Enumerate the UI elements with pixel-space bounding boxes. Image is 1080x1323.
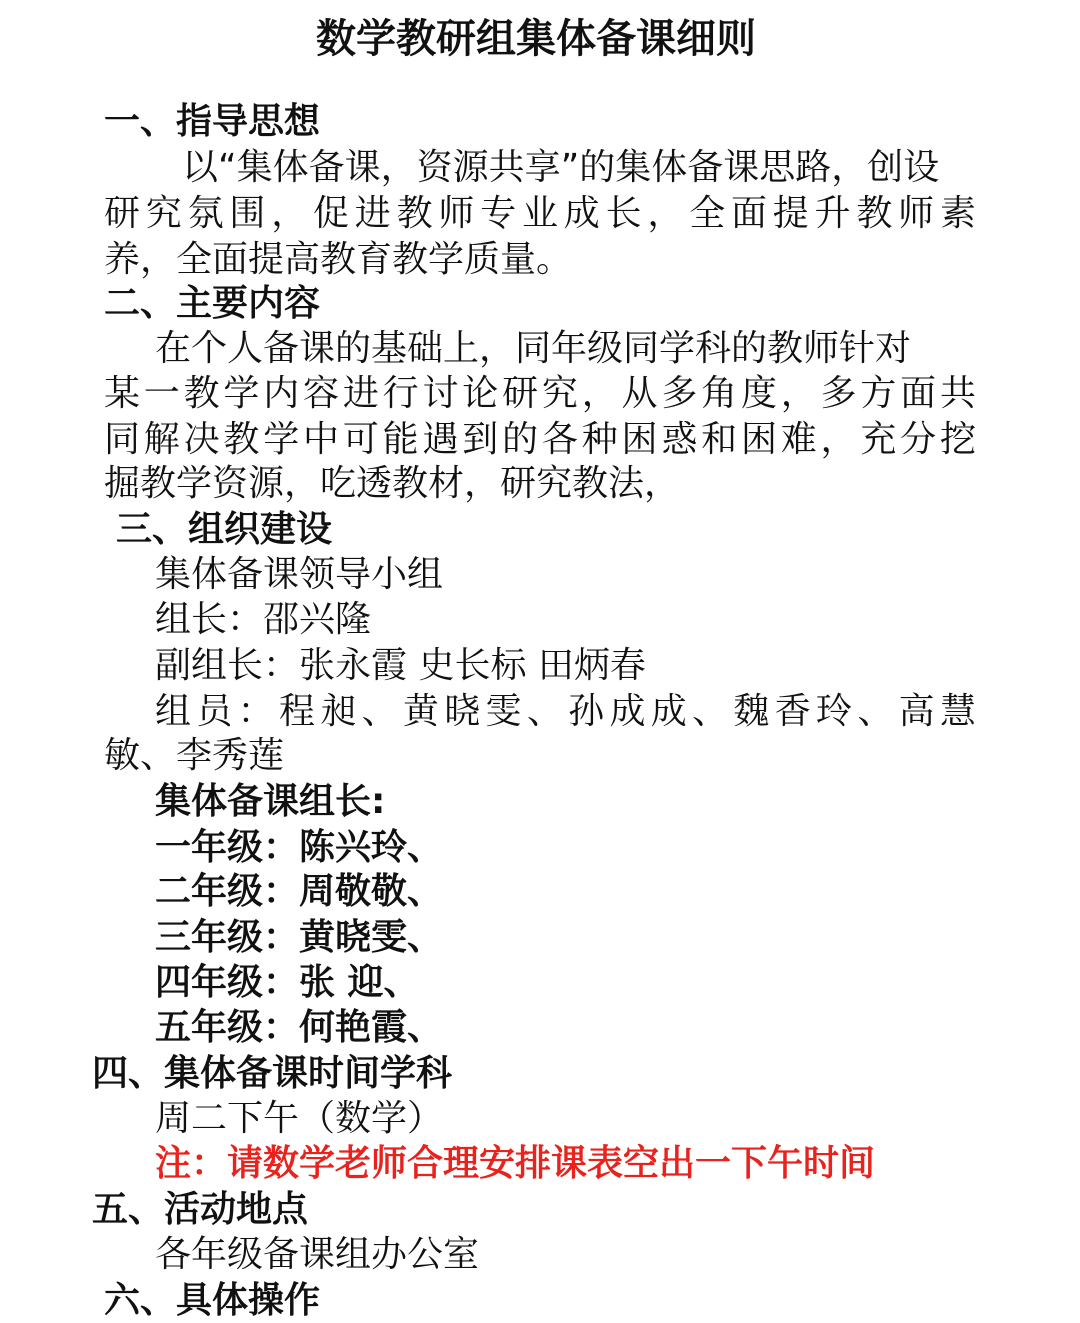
section-heading-operations: 六、具体操作 xyxy=(104,1280,321,1321)
paragraph-line: 以“集体备课，资源共享”的集体备课思路，创设 xyxy=(182,147,940,188)
paragraph-line: 掘教学资源，吃透教材，研究教法， xyxy=(104,463,681,504)
group-deputies: 副组长：张永霞 史长标 田炳春 xyxy=(155,645,646,686)
paragraph-line: 某一教学内容进行讨论研究，从多角度，多方面共 xyxy=(104,373,976,414)
section-heading-schedule: 四、集体备课时间学科 xyxy=(92,1053,453,1094)
paragraph-line: 在个人备课的基础上，同年级同学科的教师针对 xyxy=(155,328,912,369)
schedule-note: 注：请数学老师合理安排课表空出一下午时间 xyxy=(155,1143,876,1184)
section-heading-location: 五、活动地点 xyxy=(92,1189,309,1230)
group-title: 集体备课领导小组 xyxy=(155,554,444,595)
grade-leader-row: 五年级：何艳霞、 xyxy=(155,1007,444,1048)
grade-leader-row: 三年级：黄晓雯、 xyxy=(155,917,444,958)
group-members: 组员：程昶、黄晓雯、孙成成、魏香玲、高慧 xyxy=(155,691,976,732)
section-heading-guiding-ideology: 一、指导思想 xyxy=(104,101,321,142)
section-heading-main-content: 二、主要内容 xyxy=(104,283,321,324)
section-heading-organization: 三、组织建设 xyxy=(116,509,333,550)
paragraph-line: 同解决教学中可能遇到的各种困惑和困难，充分挖 xyxy=(104,419,976,460)
paragraph-line: 养，全面提高教育教学质量。 xyxy=(104,239,573,280)
group-members-continued: 敏、李秀莲 xyxy=(104,735,285,776)
grade-leader-row: 一年级：陈兴玲、 xyxy=(155,827,444,868)
document-title: 数学教研组集体备课细则 xyxy=(316,16,756,62)
grade-leader-row: 四年级：张 迎、 xyxy=(155,962,420,1003)
grade-leader-row: 二年级：周敬敬、 xyxy=(155,871,444,912)
schedule-time: 周二下午（数学） xyxy=(155,1098,444,1139)
group-leader: 组长：邵兴隆 xyxy=(155,599,372,640)
paragraph-line: 研究氛围，促进教师专业成长，全面提升教师素 xyxy=(104,193,976,234)
grade-leaders-title: 集体备课组长: xyxy=(155,781,386,822)
activity-location: 各年级备课组办公室 xyxy=(155,1234,480,1275)
